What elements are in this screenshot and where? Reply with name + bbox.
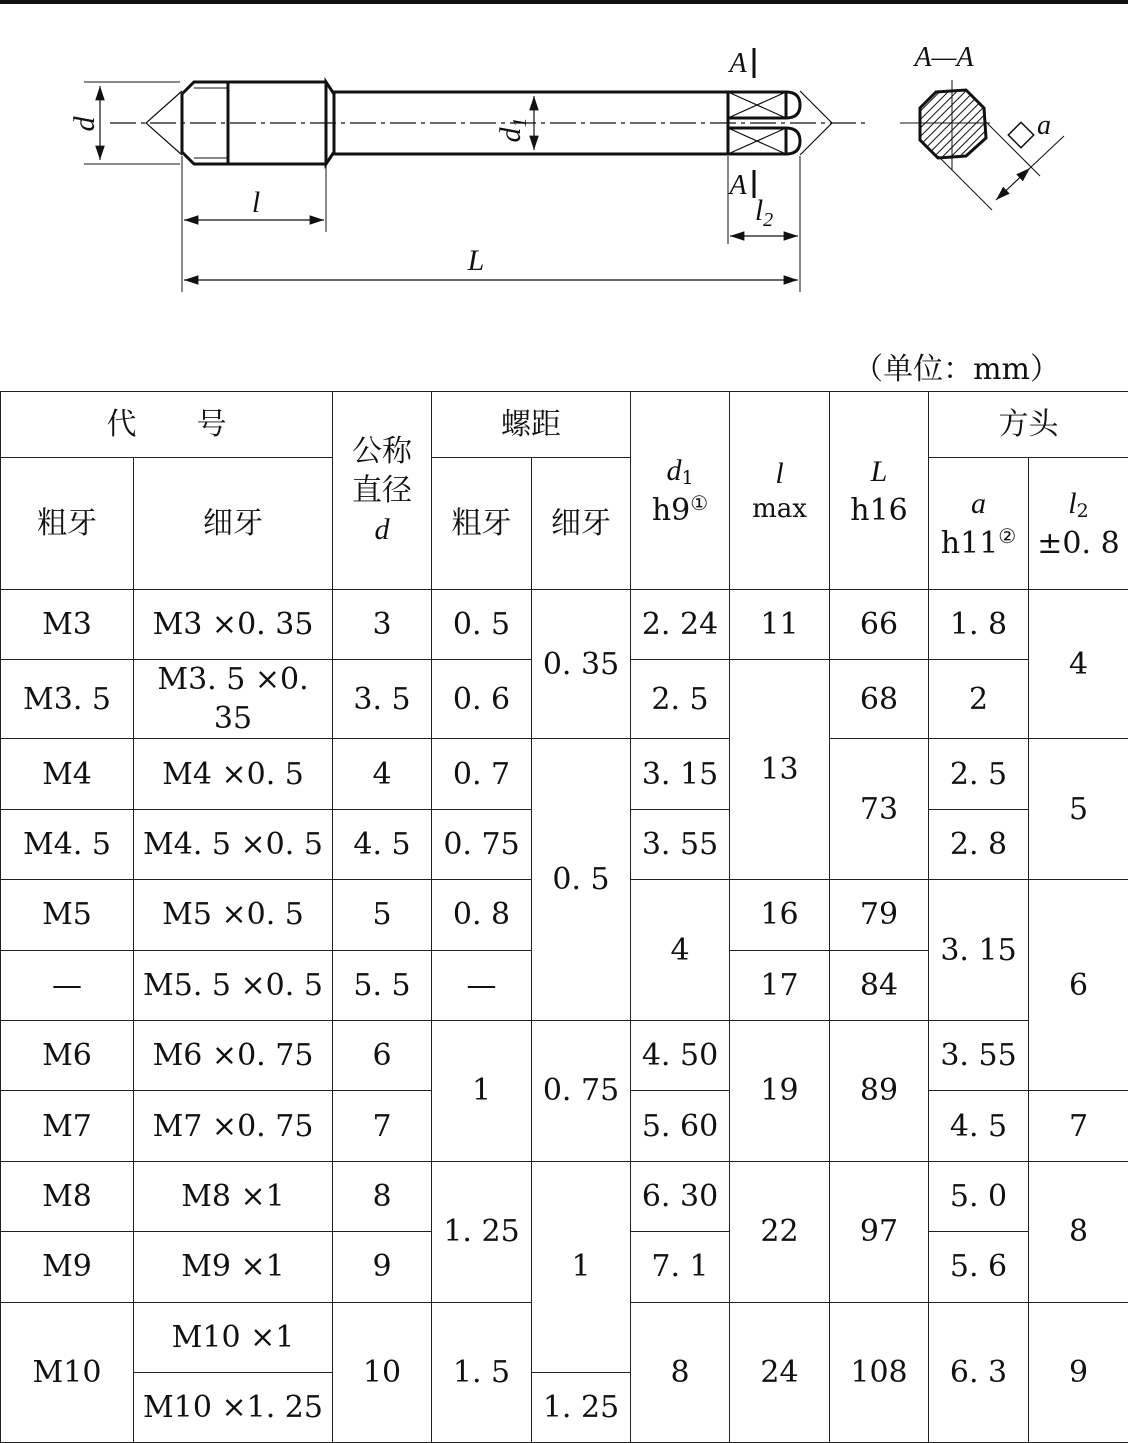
cell-d: 5 [333, 880, 432, 950]
cell-pitch-fine: 0. 5 [532, 739, 631, 1021]
cell-d1: 3. 15 [631, 739, 730, 809]
table-row [1, 1161, 1128, 1231]
label-l2: $l_2$ [755, 194, 773, 231]
cell-d1: 8 [631, 1302, 730, 1443]
cell-pitch-fine: 1 [532, 1161, 631, 1372]
table-row [1, 739, 1128, 809]
header-code-coarse: 粗牙 [1, 458, 134, 590]
cell-pitch-fine: 0. 35 [532, 590, 631, 739]
cell-l2: 5 [1029, 739, 1128, 880]
header-L: L h16 [830, 392, 929, 590]
cell-pitch-coarse: 0. 8 [432, 880, 532, 950]
cell-coarse: M10 [1, 1302, 134, 1443]
header-a: a h11② [929, 458, 1029, 590]
header-code-fine: 细牙 [134, 458, 333, 590]
cell-fine: M10 ×1 [134, 1302, 333, 1372]
cell-pitch-fine: 0. 75 [532, 1020, 631, 1161]
header-pitch-fine: 细牙 [532, 458, 631, 590]
header-pitch: 螺距 [432, 392, 631, 458]
square-symbol [1008, 122, 1033, 147]
label-a: a [1037, 110, 1051, 141]
cell-pitch-coarse: 0. 7 [432, 739, 532, 809]
cell-l2: 9 [1029, 1302, 1128, 1443]
cell-l: 24 [730, 1302, 830, 1443]
cell-fine: M4 ×0. 5 [134, 739, 333, 809]
header-pitch-coarse: 粗牙 [432, 458, 532, 590]
cell-d: 9 [333, 1232, 432, 1302]
label-section: A—A [912, 42, 974, 73]
cell-pitch-coarse: — [432, 950, 532, 1020]
cell-d: 3 [333, 590, 432, 660]
cell-l2: 7 [1029, 1091, 1128, 1161]
cell-coarse: M7 [1, 1091, 134, 1161]
cell-d: 4 [333, 739, 432, 809]
header-nominal: 公称 直径 d [333, 392, 432, 590]
cell-coarse: M3 [1, 590, 134, 660]
cell-d1: 4. 50 [631, 1020, 730, 1090]
cell-d1: 5. 60 [631, 1091, 730, 1161]
cell-L: 68 [830, 660, 929, 739]
cell-fine: M10 ×1. 25 [134, 1372, 333, 1442]
cell-L: 89 [830, 1020, 929, 1161]
dim-a [996, 168, 1030, 200]
cell-fine: M5. 5 ×0. 5 [134, 950, 333, 1020]
cell-a: 2. 5 [929, 739, 1029, 809]
cell-coarse: M9 [1, 1232, 134, 1302]
cell-coarse: M3. 5 [1, 660, 134, 739]
cell-coarse: M8 [1, 1161, 134, 1231]
cell-d1: 3. 55 [631, 809, 730, 879]
cell-l: 13 [730, 660, 830, 880]
cell-a: 2. 8 [929, 809, 1029, 879]
spec-table [0, 391, 1128, 1443]
cell-d: 4. 5 [333, 809, 432, 879]
label-l: l [252, 186, 260, 219]
cell-d1: 7. 1 [631, 1232, 730, 1302]
cell-a: 5. 6 [929, 1232, 1029, 1302]
label-d: d [68, 116, 101, 132]
cell-d: 5. 5 [333, 950, 432, 1020]
header-code: 代 号 [1, 392, 333, 458]
cell-pitch-coarse: 1. 5 [432, 1302, 532, 1443]
cell-a: 4. 5 [929, 1091, 1029, 1161]
cell-a: 1. 8 [929, 590, 1029, 660]
cell-pitch-fine: 1. 25 [532, 1372, 631, 1442]
cell-pitch-coarse: 0. 5 [432, 590, 532, 660]
cell-l2: 8 [1029, 1161, 1128, 1302]
cell-fine: M3 ×0. 35 [134, 590, 333, 660]
cell-pitch-coarse: 0. 75 [432, 809, 532, 879]
header-square: 方头 [929, 392, 1128, 458]
cell-pitch-coarse: 0. 6 [432, 660, 532, 739]
cell-L: 66 [830, 590, 929, 660]
label-A-top: A [727, 48, 747, 79]
table-row [1, 1020, 1128, 1090]
cell-l: 11 [730, 590, 830, 660]
cell-d: 6 [333, 1020, 432, 1090]
cell-l: 19 [730, 1020, 830, 1161]
cell-fine: M8 ×1 [134, 1161, 333, 1231]
cell-fine: M3. 5 ×0. 35 [134, 660, 333, 739]
cell-L: 84 [830, 950, 929, 1020]
cell-coarse: M5 [1, 880, 134, 950]
cell-fine: M5 ×0. 5 [134, 880, 333, 950]
header-l: l max [730, 392, 830, 590]
cell-d: 7 [333, 1091, 432, 1161]
cell-L: 79 [830, 880, 929, 950]
cell-a: 6. 3 [929, 1302, 1029, 1443]
cell-l: 17 [730, 950, 830, 1020]
cell-L: 73 [830, 739, 929, 880]
label-A-bottom: A [727, 170, 747, 201]
cell-d1: 6. 30 [631, 1161, 730, 1231]
cell-coarse: M6 [1, 1020, 134, 1090]
cell-pitch-coarse: 1. 25 [432, 1161, 532, 1302]
cell-d1: 4 [631, 880, 730, 1021]
cell-L: 108 [830, 1302, 929, 1443]
label-L: L [467, 244, 485, 277]
section-octagon [920, 90, 986, 158]
cell-fine: M9 ×1 [134, 1232, 333, 1302]
cell-fine: M7 ×0. 75 [134, 1091, 333, 1161]
header-d1: $d_1$ h9① [631, 392, 730, 590]
cell-l2: 4 [1029, 590, 1128, 739]
cell-d: 10 [333, 1302, 432, 1443]
cell-d: 8 [333, 1161, 432, 1231]
cell-a: 3. 55 [929, 1020, 1029, 1090]
cell-d1: 2. 24 [631, 590, 730, 660]
cell-l: 22 [730, 1161, 830, 1302]
cell-d1: 2. 5 [631, 660, 730, 739]
cell-L: 97 [830, 1161, 929, 1302]
cell-fine: M4. 5 ×0. 5 [134, 809, 333, 879]
tap-drawing [0, 4, 1128, 340]
table-row [1, 590, 1128, 660]
cell-coarse: M4 [1, 739, 134, 809]
cell-d: 3. 5 [333, 660, 432, 739]
cell-l2: 6 [1029, 880, 1128, 1091]
cell-a: 3. 15 [929, 880, 1029, 1021]
cell-pitch-coarse: 1 [432, 1020, 532, 1161]
label-d1: $d_1$ [494, 118, 531, 143]
header-l2: $l_2$ ±0. 8 [1029, 458, 1128, 590]
cell-coarse: — [1, 950, 134, 1020]
unit-note: （单位：mm） [853, 344, 1060, 388]
cell-l: 16 [730, 880, 830, 950]
cell-a: 2 [929, 660, 1029, 739]
cell-coarse: M4. 5 [1, 809, 134, 879]
cell-a: 5. 0 [929, 1161, 1029, 1231]
cell-fine: M6 ×0. 75 [134, 1020, 333, 1090]
